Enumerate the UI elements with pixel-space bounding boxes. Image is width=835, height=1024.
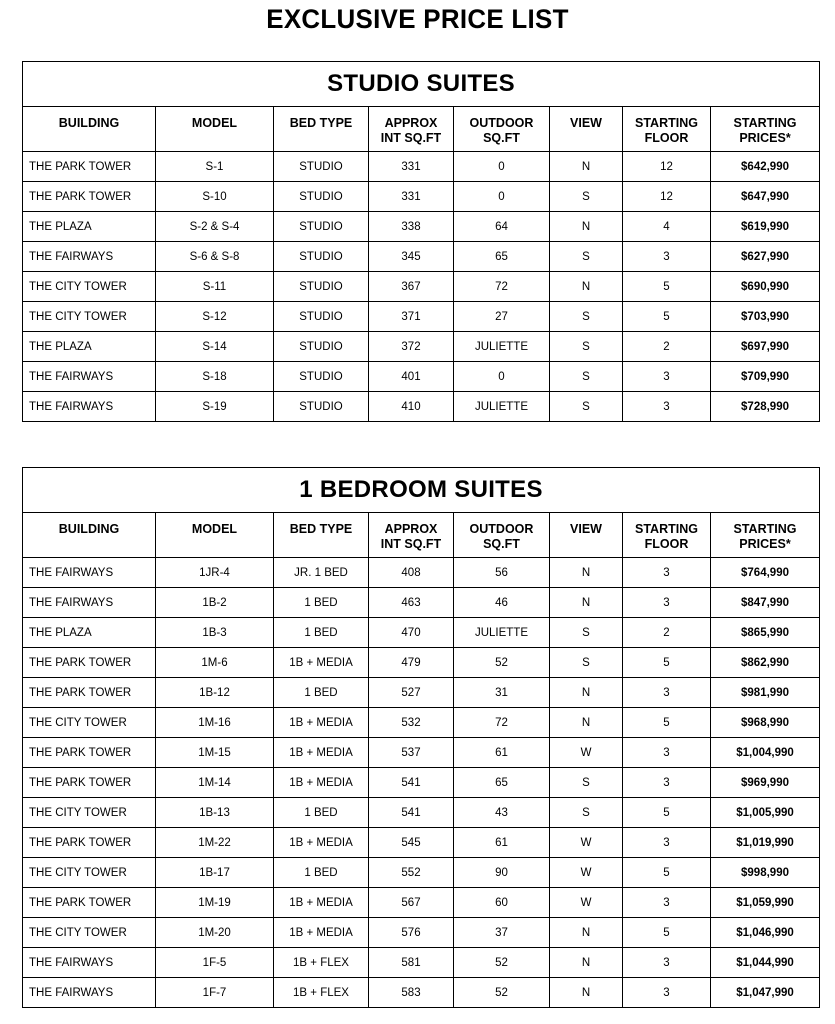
cell-starting-floor: 3: [623, 828, 711, 858]
cell-int-sqft: 331: [369, 152, 454, 182]
cell-view: S: [550, 182, 623, 212]
cell-starting-price: $865,990: [711, 618, 820, 648]
cell-starting-floor: 3: [623, 678, 711, 708]
cell-starting-floor: 4: [623, 212, 711, 242]
cell-starting-floor: 3: [623, 738, 711, 768]
cell-view: W: [550, 828, 623, 858]
cell-bed-type: 1 BED: [274, 618, 369, 648]
cell-int-sqft: 401: [369, 362, 454, 392]
one-bedroom-suites-section: [22, 467, 819, 1008]
cell-int-sqft: 567: [369, 888, 454, 918]
cell-outdoor-sqft: JULIETTE: [454, 392, 550, 422]
cell-building: THE PLAZA: [23, 332, 156, 362]
cell-building: THE FAIRWAYS: [23, 392, 156, 422]
table-row: [23, 362, 820, 392]
cell-starting-price: $1,047,990: [711, 978, 820, 1008]
cell-int-sqft: 576: [369, 918, 454, 948]
cell-model: 1M-14: [156, 768, 274, 798]
cell-outdoor-sqft: 52: [454, 948, 550, 978]
col-header-bed-type: BED TYPE: [274, 107, 369, 152]
cell-bed-type: STUDIO: [274, 152, 369, 182]
cell-model: 1M-19: [156, 888, 274, 918]
cell-int-sqft: 345: [369, 242, 454, 272]
cell-bed-type: 1B + MEDIA: [274, 708, 369, 738]
cell-bed-type: STUDIO: [274, 302, 369, 332]
cell-building: THE PLAZA: [23, 212, 156, 242]
table-row: [23, 242, 820, 272]
cell-starting-price: $697,990: [711, 332, 820, 362]
cell-outdoor-sqft: 31: [454, 678, 550, 708]
cell-view: S: [550, 362, 623, 392]
col-header-model: MODEL: [156, 107, 274, 152]
table-row: [23, 948, 820, 978]
cell-starting-floor: 3: [623, 558, 711, 588]
studio-suites-section: [22, 61, 819, 422]
col-header-outdoor-sqft: OUTDOOR SQ.FT: [454, 107, 550, 152]
col-header-approx-int-sqft: APPROX INT SQ.FT: [369, 513, 454, 558]
cell-starting-floor: 5: [623, 798, 711, 828]
cell-starting-price: $862,990: [711, 648, 820, 678]
cell-starting-price: $647,990: [711, 182, 820, 212]
cell-bed-type: STUDIO: [274, 362, 369, 392]
cell-int-sqft: 367: [369, 272, 454, 302]
cell-int-sqft: 470: [369, 618, 454, 648]
cell-model: 1B-2: [156, 588, 274, 618]
cell-int-sqft: 408: [369, 558, 454, 588]
cell-starting-floor: 5: [623, 858, 711, 888]
cell-starting-price: $1,005,990: [711, 798, 820, 828]
cell-building: THE FAIRWAYS: [23, 978, 156, 1008]
cell-starting-price: $998,990: [711, 858, 820, 888]
cell-starting-price: $703,990: [711, 302, 820, 332]
table-body: [23, 152, 820, 422]
cell-building: THE PARK TOWER: [23, 678, 156, 708]
cell-bed-type: 1B + MEDIA: [274, 738, 369, 768]
cell-building: THE CITY TOWER: [23, 272, 156, 302]
col-header-model: MODEL: [156, 513, 274, 558]
cell-int-sqft: 338: [369, 212, 454, 242]
table-row: [23, 738, 820, 768]
cell-view: S: [550, 242, 623, 272]
cell-starting-price: $709,990: [711, 362, 820, 392]
cell-view: W: [550, 888, 623, 918]
cell-view: N: [550, 708, 623, 738]
cell-int-sqft: 537: [369, 738, 454, 768]
cell-bed-type: 1 BED: [274, 858, 369, 888]
cell-outdoor-sqft: 43: [454, 798, 550, 828]
cell-starting-price: $1,004,990: [711, 738, 820, 768]
cell-starting-floor: 3: [623, 588, 711, 618]
table-row: [23, 768, 820, 798]
cell-bed-type: STUDIO: [274, 182, 369, 212]
table-row: [23, 648, 820, 678]
cell-model: 1B-13: [156, 798, 274, 828]
cell-model: 1M-6: [156, 648, 274, 678]
cell-model: 1F-7: [156, 978, 274, 1008]
cell-bed-type: 1B + MEDIA: [274, 918, 369, 948]
cell-bed-type: 1 BED: [274, 678, 369, 708]
cell-model: S-11: [156, 272, 274, 302]
col-header-starting-floor: STARTING FLOOR: [623, 513, 711, 558]
cell-building: THE FAIRWAYS: [23, 362, 156, 392]
cell-int-sqft: 583: [369, 978, 454, 1008]
cell-int-sqft: 541: [369, 768, 454, 798]
cell-building: THE PARK TOWER: [23, 768, 156, 798]
cell-bed-type: JR. 1 BED: [274, 558, 369, 588]
cell-building: THE CITY TOWER: [23, 708, 156, 738]
cell-outdoor-sqft: JULIETTE: [454, 618, 550, 648]
header-row: [23, 107, 820, 152]
studio-suites-table: [22, 61, 820, 422]
col-header-starting-floor: STARTING FLOOR: [623, 107, 711, 152]
cell-view: S: [550, 392, 623, 422]
col-header-approx-int-sqft: APPROX INT SQ.FT: [369, 107, 454, 152]
table-row: [23, 798, 820, 828]
cell-building: THE FAIRWAYS: [23, 242, 156, 272]
cell-outdoor-sqft: 0: [454, 182, 550, 212]
cell-view: W: [550, 738, 623, 768]
col-header-outdoor-sqft: OUTDOOR SQ.FT: [454, 513, 550, 558]
cell-model: 1M-15: [156, 738, 274, 768]
cell-outdoor-sqft: JULIETTE: [454, 332, 550, 362]
table-row: [23, 678, 820, 708]
cell-model: S-12: [156, 302, 274, 332]
cell-starting-price: $764,990: [711, 558, 820, 588]
cell-int-sqft: 532: [369, 708, 454, 738]
cell-model: S-14: [156, 332, 274, 362]
cell-outdoor-sqft: 46: [454, 588, 550, 618]
cell-model: S-1: [156, 152, 274, 182]
col-header-starting-prices: STARTING PRICES*: [711, 513, 820, 558]
page-title: EXCLUSIVE PRICE LIST: [266, 4, 569, 34]
cell-int-sqft: 545: [369, 828, 454, 858]
cell-bed-type: STUDIO: [274, 392, 369, 422]
cell-int-sqft: 541: [369, 798, 454, 828]
cell-building: THE PARK TOWER: [23, 152, 156, 182]
cell-building: THE FAIRWAYS: [23, 588, 156, 618]
cell-building: THE CITY TOWER: [23, 858, 156, 888]
cell-outdoor-sqft: 61: [454, 828, 550, 858]
cell-building: THE CITY TOWER: [23, 798, 156, 828]
cell-view: S: [550, 618, 623, 648]
cell-building: THE PARK TOWER: [23, 648, 156, 678]
cell-building: THE CITY TOWER: [23, 302, 156, 332]
cell-outdoor-sqft: 27: [454, 302, 550, 332]
cell-starting-price: $981,990: [711, 678, 820, 708]
cell-outdoor-sqft: 72: [454, 708, 550, 738]
col-header-building: BUILDING: [23, 513, 156, 558]
cell-view: N: [550, 678, 623, 708]
cell-bed-type: STUDIO: [274, 332, 369, 362]
cell-starting-floor: 5: [623, 918, 711, 948]
table-row: [23, 392, 820, 422]
cell-starting-price: $728,990: [711, 392, 820, 422]
cell-int-sqft: 552: [369, 858, 454, 888]
cell-outdoor-sqft: 0: [454, 362, 550, 392]
table-row: [23, 588, 820, 618]
cell-starting-price: $1,044,990: [711, 948, 820, 978]
cell-outdoor-sqft: 90: [454, 858, 550, 888]
cell-view: N: [550, 272, 623, 302]
cell-building: THE PARK TOWER: [23, 182, 156, 212]
table-row: [23, 978, 820, 1008]
table-row: [23, 858, 820, 888]
cell-view: N: [550, 152, 623, 182]
cell-view: N: [550, 978, 623, 1008]
cell-outdoor-sqft: 61: [454, 738, 550, 768]
cell-starting-price: $690,990: [711, 272, 820, 302]
cell-building: THE PARK TOWER: [23, 738, 156, 768]
cell-starting-floor: 3: [623, 362, 711, 392]
table-row: [23, 618, 820, 648]
col-header-building: BUILDING: [23, 107, 156, 152]
table-row: [23, 708, 820, 738]
cell-view: S: [550, 768, 623, 798]
cell-outdoor-sqft: 37: [454, 918, 550, 948]
cell-starting-floor: 5: [623, 302, 711, 332]
cell-starting-floor: 3: [623, 242, 711, 272]
cell-starting-price: $847,990: [711, 588, 820, 618]
cell-model: S-18: [156, 362, 274, 392]
cell-bed-type: 1B + MEDIA: [274, 828, 369, 858]
cell-bed-type: STUDIO: [274, 242, 369, 272]
cell-int-sqft: 371: [369, 302, 454, 332]
cell-starting-price: $642,990: [711, 152, 820, 182]
cell-starting-floor: 5: [623, 272, 711, 302]
cell-model: 1JR-4: [156, 558, 274, 588]
col-header-bed-type: BED TYPE: [274, 513, 369, 558]
cell-bed-type: STUDIO: [274, 212, 369, 242]
cell-view: N: [550, 918, 623, 948]
cell-int-sqft: 331: [369, 182, 454, 212]
cell-int-sqft: 581: [369, 948, 454, 978]
cell-outdoor-sqft: 60: [454, 888, 550, 918]
cell-starting-price: $968,990: [711, 708, 820, 738]
col-header-starting-prices: STARTING PRICES*: [711, 107, 820, 152]
cell-starting-floor: 2: [623, 618, 711, 648]
cell-int-sqft: 372: [369, 332, 454, 362]
header-row: [23, 513, 820, 558]
cell-starting-floor: 3: [623, 978, 711, 1008]
table-row: [23, 302, 820, 332]
cell-bed-type: 1B + MEDIA: [274, 648, 369, 678]
table-row: [23, 272, 820, 302]
cell-model: S-10: [156, 182, 274, 212]
cell-model: 1F-5: [156, 948, 274, 978]
cell-view: S: [550, 648, 623, 678]
table-row: [23, 182, 820, 212]
cell-bed-type: 1B + FLEX: [274, 948, 369, 978]
table-row: [23, 212, 820, 242]
cell-starting-price: $969,990: [711, 768, 820, 798]
cell-view: N: [550, 948, 623, 978]
cell-starting-price: $1,059,990: [711, 888, 820, 918]
cell-outdoor-sqft: 65: [454, 242, 550, 272]
cell-view: S: [550, 798, 623, 828]
cell-starting-price: $1,019,990: [711, 828, 820, 858]
cell-bed-type: 1 BED: [274, 798, 369, 828]
table-row: [23, 918, 820, 948]
section-title: STUDIO SUITES: [23, 62, 820, 107]
cell-model: 1B-3: [156, 618, 274, 648]
cell-outdoor-sqft: 52: [454, 648, 550, 678]
cell-starting-price: $619,990: [711, 212, 820, 242]
cell-bed-type: 1B + MEDIA: [274, 768, 369, 798]
cell-starting-floor: 12: [623, 152, 711, 182]
cell-building: THE CITY TOWER: [23, 918, 156, 948]
cell-view: W: [550, 858, 623, 888]
cell-starting-floor: 5: [623, 648, 711, 678]
cell-starting-floor: 12: [623, 182, 711, 212]
cell-starting-price: $1,046,990: [711, 918, 820, 948]
col-header-view: VIEW: [550, 513, 623, 558]
cell-outdoor-sqft: 52: [454, 978, 550, 1008]
table-row: [23, 888, 820, 918]
cell-view: S: [550, 332, 623, 362]
cell-view: N: [550, 558, 623, 588]
cell-bed-type: 1 BED: [274, 588, 369, 618]
cell-outdoor-sqft: 0: [454, 152, 550, 182]
cell-model: S-6 & S-8: [156, 242, 274, 272]
cell-starting-floor: 3: [623, 948, 711, 978]
cell-model: S-19: [156, 392, 274, 422]
section-title: 1 BEDROOM SUITES: [23, 468, 820, 513]
table-row: [23, 332, 820, 362]
cell-starting-floor: 3: [623, 888, 711, 918]
cell-model: 1B-12: [156, 678, 274, 708]
one-bedroom-suites-table: [22, 467, 820, 1008]
cell-building: THE FAIRWAYS: [23, 558, 156, 588]
cell-outdoor-sqft: 72: [454, 272, 550, 302]
cell-starting-floor: 3: [623, 768, 711, 798]
cell-view: N: [550, 588, 623, 618]
cell-building: THE PLAZA: [23, 618, 156, 648]
cell-model: 1M-22: [156, 828, 274, 858]
cell-bed-type: 1B + MEDIA: [274, 888, 369, 918]
cell-outdoor-sqft: 56: [454, 558, 550, 588]
cell-building: THE PARK TOWER: [23, 828, 156, 858]
cell-bed-type: STUDIO: [274, 272, 369, 302]
cell-view: N: [550, 212, 623, 242]
cell-int-sqft: 463: [369, 588, 454, 618]
cell-model: 1M-20: [156, 918, 274, 948]
cell-int-sqft: 410: [369, 392, 454, 422]
cell-starting-floor: 3: [623, 392, 711, 422]
cell-view: S: [550, 302, 623, 332]
cell-building: THE FAIRWAYS: [23, 948, 156, 978]
cell-building: THE PARK TOWER: [23, 888, 156, 918]
cell-starting-floor: 5: [623, 708, 711, 738]
cell-outdoor-sqft: 65: [454, 768, 550, 798]
cell-model: S-2 & S-4: [156, 212, 274, 242]
cell-model: 1B-17: [156, 858, 274, 888]
table-row: [23, 558, 820, 588]
table-row: [23, 828, 820, 858]
col-header-view: VIEW: [550, 107, 623, 152]
table-row: [23, 152, 820, 182]
table-body: [23, 558, 820, 1008]
cell-model: 1M-16: [156, 708, 274, 738]
cell-starting-floor: 2: [623, 332, 711, 362]
cell-int-sqft: 527: [369, 678, 454, 708]
cell-int-sqft: 479: [369, 648, 454, 678]
cell-outdoor-sqft: 64: [454, 212, 550, 242]
cell-starting-price: $627,990: [711, 242, 820, 272]
cell-bed-type: 1B + FLEX: [274, 978, 369, 1008]
